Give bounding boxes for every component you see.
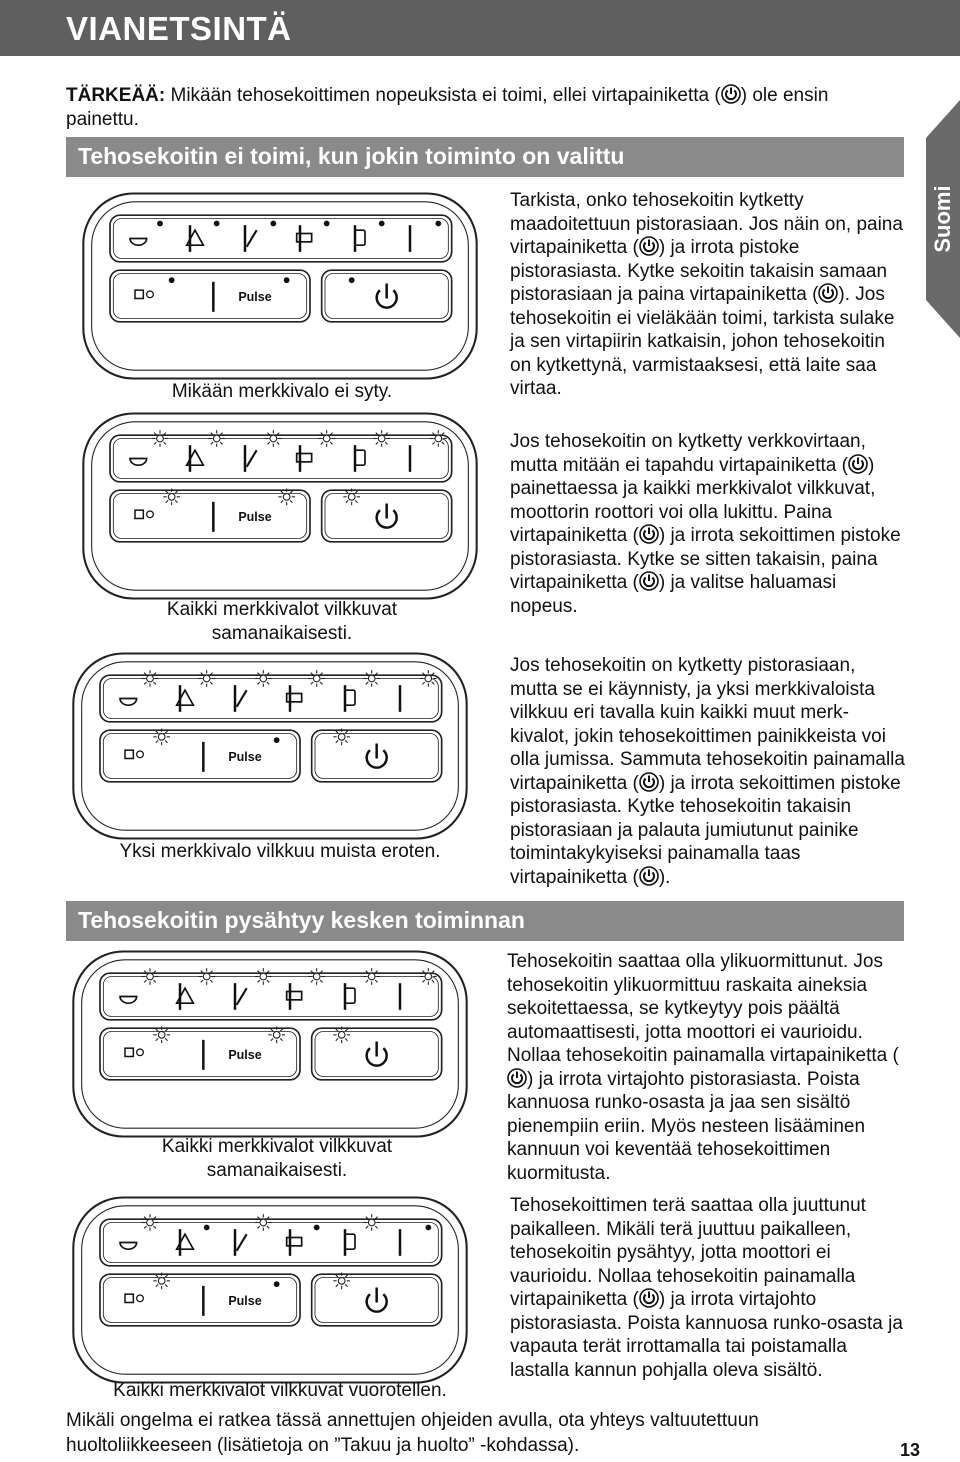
solution-paragraph: [510, 430, 908, 618]
indicator-light: [274, 1281, 280, 1287]
blinking-light: [255, 968, 272, 985]
power-icon: [639, 236, 659, 256]
blinking-light: [163, 489, 180, 506]
blinking-light: [268, 1027, 285, 1044]
solution-paragraph: [510, 654, 908, 889]
blinking-light: [333, 729, 350, 746]
page-header: [0, 0, 960, 56]
paragraph-text: ) ja irrota pistoke pistorasiasta. Kytke sekoitin takaisin samaan pistorasiaan ja paina virtapainiketta (: [510, 237, 888, 305]
power-icon: [639, 524, 659, 544]
paragraph-text: ). Jos tehosekoitin ei vieläkään toimi, tarkista sulake ja sen virtapiirin katkaisin, johon tehosekoitin on kytkettynä, varmistaaksesi, että laite saa virtaa.: [510, 284, 895, 399]
power-icon: [507, 1068, 527, 1088]
indicator-light: [324, 221, 330, 227]
blinking-light: [363, 1214, 380, 1231]
page-number: 13: [900, 1440, 921, 1460]
blinking-light: [255, 670, 272, 687]
indicator-light: [204, 1225, 210, 1231]
pulse-label: Pulse: [228, 1048, 262, 1062]
blinking-light: [153, 729, 170, 746]
indicator-light: [270, 221, 276, 227]
pulse-label: Pulse: [238, 510, 272, 524]
indicator-light: [214, 221, 220, 227]
caption: Kaikki merkkivalot vilkkuvat vuorotellen.: [113, 1380, 447, 1401]
control-panel-all: [80, 410, 480, 607]
paragraph-text: ) ja irrota virtajohto pistorasiasta. Poista kannuosa runko-osasta ja vapauta terät irrottamalla tai poistamalla lastalla kannun pohjalla oleva sisältö.: [510, 1289, 903, 1381]
paragraph-text: ).: [658, 866, 671, 888]
paragraph-text: Tarkista, onko tehosekoitin kytketty maadoitettuun pistorasiaan. Jos näin on, paina virtapainiketta (: [510, 190, 903, 258]
power-icon: [639, 772, 659, 792]
blinking-light: [198, 968, 215, 985]
caption: Kaikki merkkivalot vilkkuvat samanaikaisesti.: [161, 1136, 393, 1181]
paragraph-text: Tehosekoittimen terä saattaa olla juuttunut paikalleen. Mikäli terä juuttuu paikalleen, tehosekoitin pysähtyy, jotta moottori ei vaurioidu. Nollaa tehosekoitin painamalla virtapainiketta (: [510, 1195, 866, 1310]
solution-paragraph: [507, 950, 905, 1185]
paragraph-text: ) ja valitse haluamasi nopeus.: [510, 572, 837, 617]
footer-note: Mikäli ongelma ei ratkea tässä annettujen ohjeiden avulla, ota yhteys valtuutettuun huoltoliikkeeseen (lisätietoja on ”Takuu ja huolto” -kohdassa).: [66, 1410, 759, 1456]
paragraph-text: Jos tehosekoitin on kytketty pistorasiaan, mutta se ei käynnisty, ja yksi merkkivaloista vilkkuu eri tavalla kuin kaikki muut merk-kivalot, jokin tehosekoittimen painikkeista voi olla jumissa. Sammuta tehosekoitin painamalla virtapainiketta (: [510, 655, 905, 794]
caption: Yksi merkkivalo vilkkuu muista eroten.: [119, 841, 441, 862]
section-heading-stops: [66, 901, 904, 941]
control-panel-none: [80, 190, 480, 387]
important-note: [66, 84, 906, 132]
paragraph-text: ) ja irrota sekoittimen pistoke pistorasiasta. Kytke se sitten takaisin, paina virtapainiketta (: [510, 525, 901, 593]
pulse-label: Pulse: [228, 1294, 262, 1308]
control-panel-all-2: [70, 948, 470, 1145]
paragraph-text: ) ja irrota virtajohto pistorasiasta. Poista kannuosa runko-osasta ja jaa sen sisältö pienempiin eriin. Myös nesteen lisääminen kannuun voi keventää tehosekoittimen kuormitusta.: [507, 1068, 866, 1184]
paragraph-text: Tehosekoitin saattaa olla ylikuormittunut. Jos tehosekoitin ylikuormittuu raskaita aineksia sekoitettaessa, se kytkeytyy pois päältä automaattisesti, jotta moottori ei vaurioidu. Nollaa tehosekoitin painamalla virtapainiketta (: [507, 951, 899, 1066]
paragraph-text: ) ja irrota sekoittimen pistoke pistorasiasta. Kytke tehosekoitin takaisin pistorasiaan ja palauta jumiutunut painike toimintakykyiseksi painamalla taas virtapainiketta (: [510, 772, 901, 888]
blinking-light: [255, 1214, 272, 1231]
indicator-light: [425, 1225, 431, 1231]
solution-paragraph: [510, 1194, 908, 1382]
power-icon: [721, 84, 741, 104]
blinking-light: [142, 968, 159, 985]
blinking-light: [153, 1027, 170, 1044]
power-icon: [639, 571, 659, 591]
important-label: TÄRKEÄÄ:: [66, 85, 166, 106]
indicator-light: [349, 277, 355, 283]
blinking-light: [420, 670, 437, 687]
page-title: VIANETSINTÄ: [66, 10, 292, 47]
indicator-light: [379, 221, 385, 227]
blinking-light: [152, 430, 169, 447]
blinking-light: [363, 968, 380, 985]
blinking-light: [142, 670, 159, 687]
section-heading-text: Tehosekoitin pysähtyy kesken toiminnan: [78, 907, 525, 933]
blinking-light: [318, 430, 335, 447]
blinking-light: [278, 489, 295, 506]
indicator-light: [169, 277, 175, 283]
blinking-light: [153, 1273, 170, 1290]
blinking-light: [343, 489, 360, 506]
paragraph-text: Jos tehosekoitin on kytketty verkkovirtaan, mutta mitään ei tapahdu virtapainiketta (: [510, 431, 866, 476]
power-icon: [818, 283, 838, 303]
important-text-end: ) ole ensin painettu.: [66, 85, 829, 130]
blinking-light: [333, 1027, 350, 1044]
language-tab-label: Suomi: [930, 185, 955, 253]
power-icon: [639, 1288, 659, 1308]
control-panel-one: [70, 650, 470, 847]
blinking-light: [363, 670, 380, 687]
section-heading-not-working: [66, 137, 904, 177]
indicator-light: [435, 221, 441, 227]
blinking-light: [308, 968, 325, 985]
indicator-light: [274, 737, 280, 743]
blinking-light: [420, 968, 437, 985]
paragraph-text: ) painettaessa ja kaikki merkkivalot vilkkuvat, moottorin roottori voi olla lukittu. Paina virtapainiketta (: [510, 454, 876, 546]
blinking-light: [265, 430, 282, 447]
blinking-light: [142, 1214, 159, 1231]
language-tab: [926, 100, 960, 338]
caption: Kaikki merkkivalot vilkkuvat samanaikaisesti.: [166, 599, 398, 644]
solution-paragraph: [510, 189, 908, 401]
caption: Mikään merkkivalo ei syty.: [171, 381, 393, 402]
blinking-light: [198, 670, 215, 687]
blinking-light: [208, 430, 225, 447]
blinking-light: [430, 430, 447, 447]
indicator-light: [284, 277, 290, 283]
pulse-label: Pulse: [238, 290, 272, 304]
power-icon: [639, 866, 659, 886]
indicator-light: [314, 1225, 320, 1231]
control-panel-alternate: [70, 1194, 470, 1391]
power-icon: [848, 454, 868, 474]
important-text: Mikään tehosekoittimen nopeuksista ei toimi, ellei virtapainiketta (: [165, 85, 721, 106]
section-heading-text: Tehosekoitin ei toimi, kun jokin toiminto on valittu: [78, 143, 625, 169]
blinking-light: [308, 670, 325, 687]
blinking-light: [333, 1273, 350, 1290]
blinking-light: [373, 430, 390, 447]
pulse-label: Pulse: [228, 750, 262, 764]
indicator-light: [157, 221, 163, 227]
